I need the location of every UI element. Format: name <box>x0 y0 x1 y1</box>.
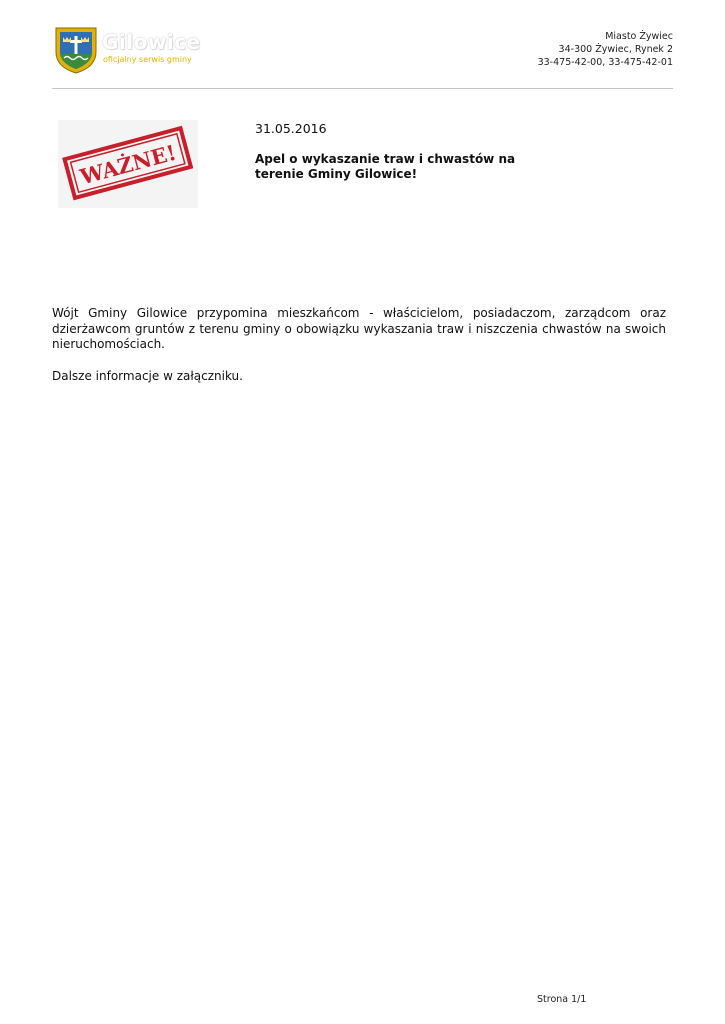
address-city: Miasto Żywiec <box>605 31 673 42</box>
article-title: Apel o wykaszanie traw i chwastów na terenie Gminy Gilowice! <box>255 152 516 181</box>
address-phone: 33-475-42-00, 33-475-42-01 <box>537 57 673 68</box>
logo-tagline: oficjalny serwis gminy <box>103 55 192 64</box>
attachment-note: Dalsze informacje w załączniku. <box>52 368 243 383</box>
article-paragraph: Wójt Gminy Gilowice przypomina mieszkańcom - właścicielom, posiadaczom, zarządcom oraz dzierżawcom gruntów z terenu gminy o obowiązku wykaszania traw i niszczenia chwastów na swoich nieruchomościach. <box>52 306 666 351</box>
contact-address <box>538 30 673 69</box>
site-logo[interactable] <box>52 24 202 76</box>
address-street: 34-300 Żywiec, Rynek 2 <box>558 44 673 55</box>
header-divider <box>52 88 673 89</box>
stamp-text: WAŻNE! <box>77 139 179 190</box>
coat-of-arms-icon <box>52 24 100 74</box>
article-date: 31.05.2016 <box>255 121 327 136</box>
logo-name: Gilowice <box>102 30 201 54</box>
wazne-stamp-image <box>58 120 198 208</box>
article-body <box>52 306 666 384</box>
page-number: Strona 1/1 <box>537 994 587 1005</box>
